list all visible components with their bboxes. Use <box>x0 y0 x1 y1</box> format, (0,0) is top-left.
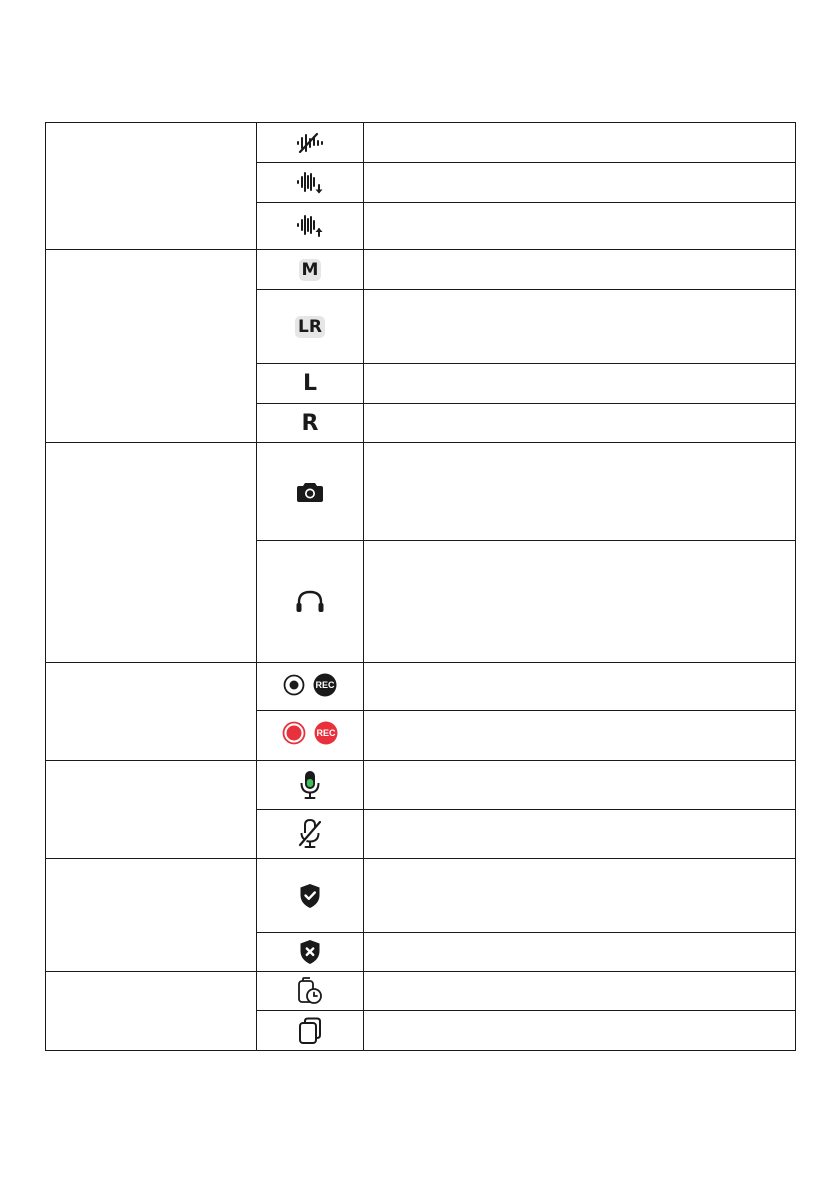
record-circle-red-icon <box>282 721 306 745</box>
description-cell <box>364 859 796 933</box>
copy-timer-icon <box>297 977 323 1005</box>
icon-cell <box>257 541 364 663</box>
mono-icon: M <box>299 259 322 281</box>
mic-active-icon <box>299 770 321 800</box>
icon-cell <box>257 203 364 250</box>
description-cell <box>364 123 796 163</box>
rec-badge-icon <box>313 673 337 697</box>
icon-cell <box>257 163 364 203</box>
description-cell <box>364 404 796 443</box>
icon-cell <box>257 404 364 443</box>
description-cell <box>364 203 796 250</box>
icon-cell <box>257 364 364 404</box>
rec-text: REC <box>316 728 336 739</box>
table-row <box>46 663 796 711</box>
description-cell <box>364 290 796 364</box>
description-cell <box>364 541 796 663</box>
group-label-cell <box>46 123 257 250</box>
rec-text: REC <box>315 679 335 690</box>
stereo-icon: LR <box>295 316 325 338</box>
copy-icon <box>298 1017 322 1045</box>
record-idle-icon <box>283 673 337 697</box>
rec-badge-red-icon <box>314 721 338 745</box>
table-row <box>46 972 796 1011</box>
group-label-cell <box>46 443 257 663</box>
description-cell <box>364 163 796 203</box>
icon-cell <box>257 859 364 933</box>
description-cell <box>364 364 796 404</box>
icon-cell <box>257 711 364 761</box>
record-circle-icon <box>283 674 305 696</box>
left-channel-icon: L <box>302 371 318 396</box>
icon-cell <box>257 972 364 1011</box>
icon-reference-table <box>45 122 796 1051</box>
description-cell <box>364 663 796 711</box>
noise-reduction-low-icon <box>295 171 325 195</box>
right-channel-icon: R <box>301 410 319 436</box>
table-row <box>46 250 796 290</box>
table-row <box>46 443 796 541</box>
icon-cell <box>257 663 364 711</box>
description-cell <box>364 443 796 541</box>
description-cell <box>364 810 796 859</box>
description-cell <box>364 933 796 972</box>
icon-cell <box>257 443 364 541</box>
icon-cell <box>257 1011 364 1051</box>
shield-x-icon <box>299 939 321 965</box>
description-cell <box>364 972 796 1011</box>
icon-cell <box>257 761 364 810</box>
table-row <box>46 761 796 810</box>
icon-cell <box>257 810 364 859</box>
group-label-cell <box>46 663 257 761</box>
group-label-cell <box>46 859 257 972</box>
table-row <box>46 859 796 933</box>
noise-reduction-off-icon <box>295 132 325 154</box>
icon-cell <box>257 123 364 163</box>
description-cell <box>364 1011 796 1051</box>
icon-cell <box>257 250 364 290</box>
group-label-cell <box>46 761 257 859</box>
group-label-cell <box>46 972 257 1051</box>
description-cell <box>364 250 796 290</box>
shield-check-icon <box>299 883 321 909</box>
noise-reduction-high-icon <box>295 214 325 238</box>
camera-icon <box>296 480 324 504</box>
description-cell <box>364 761 796 810</box>
group-label-cell <box>46 250 257 443</box>
description-cell <box>364 711 796 761</box>
icon-cell <box>257 933 364 972</box>
mic-muted-icon <box>297 819 323 849</box>
record-active-icon <box>282 721 338 745</box>
headphones-icon <box>295 589 325 615</box>
icon-cell <box>257 290 364 364</box>
table-row <box>46 123 796 163</box>
